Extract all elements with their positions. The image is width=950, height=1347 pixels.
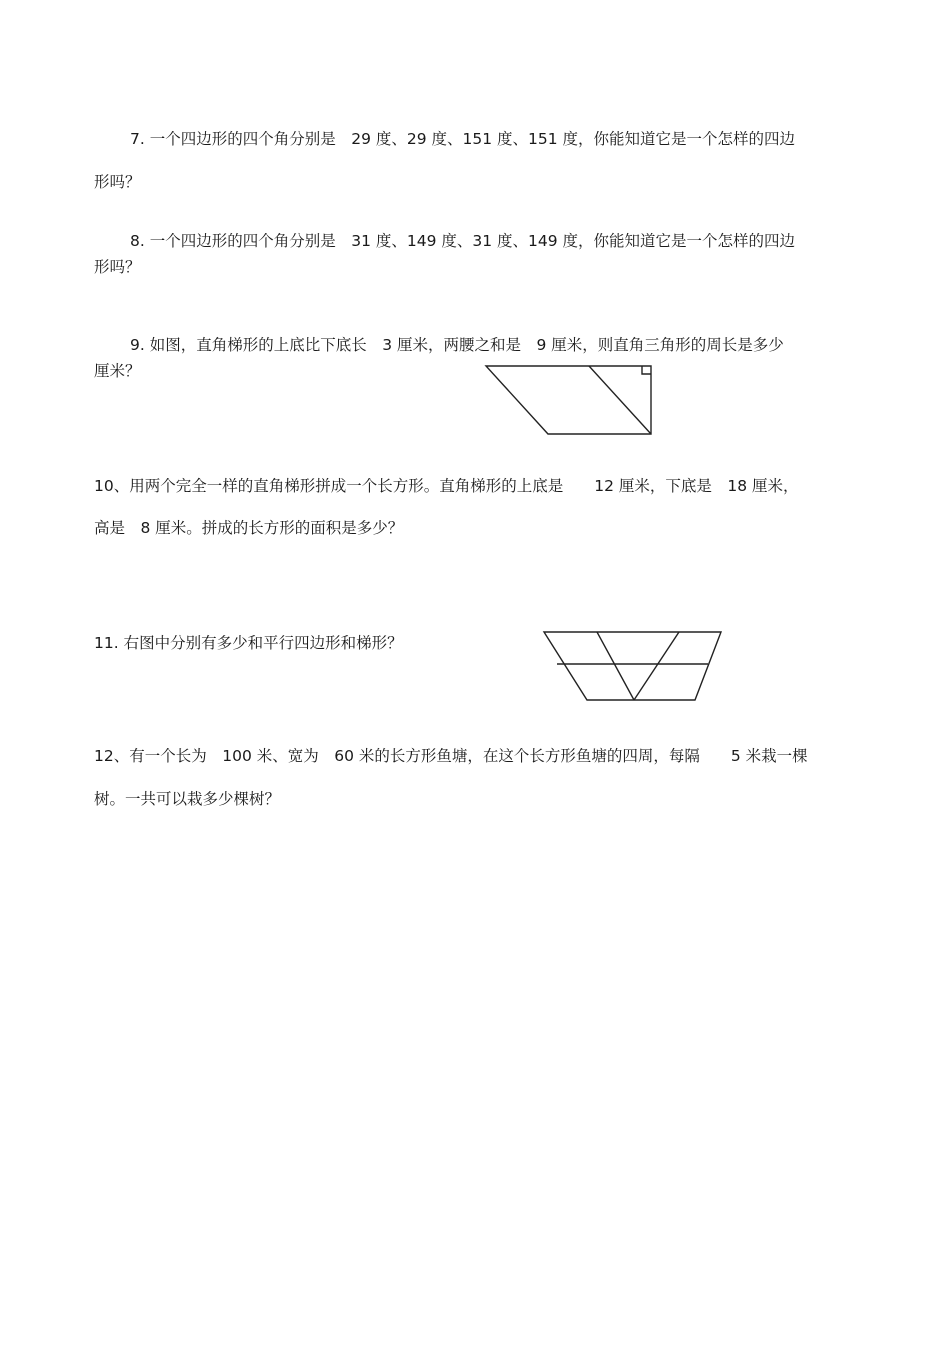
subdivided-trapezoid-figure	[538, 626, 728, 706]
q7-line1: 7. 一个四边形的四个角分别是 29 度、29 度、151 度、151 度，你能知道它是一个怎样的四边	[130, 130, 796, 148]
inner-diagonal	[589, 366, 651, 434]
q9-line2: 厘米？	[94, 362, 141, 380]
q8-line2: 形吗？	[94, 258, 141, 276]
right-trapezoid-figure	[480, 362, 660, 442]
q12-line2: 树。一共可以栽多少棵树？	[94, 790, 281, 808]
trapezoid-outline	[486, 366, 651, 434]
left-diagonal	[597, 632, 634, 700]
right-diagonal	[634, 632, 679, 700]
q7-line2: 形吗？	[94, 173, 141, 191]
q9-line1: 9. 如图，直角梯形的上底比下底长 3 厘米，两腰之和是 9 厘米，则直角三角形的周长是多少	[130, 336, 784, 354]
q10-line2: 高是 8 厘米。拼成的长方形的面积是多少？	[94, 519, 404, 537]
q10-line1: 10、用两个完全一样的直角梯形拼成一个长方形。直角梯形的上底是 12 厘米，下底是 18 厘米，	[94, 477, 799, 495]
q8-line1: 8. 一个四边形的四个角分别是 31 度、149 度、31 度、149 度，你能知道它是一个怎样的四边	[130, 232, 796, 250]
q12-line1: 12、有一个长为 100 米、宽为 60 米的长方形鱼塘，在这个长方形鱼塘的四周，每隔 5 米栽一棵	[94, 747, 808, 765]
right-angle-mark	[642, 366, 651, 374]
outer-trapezoid	[544, 632, 721, 700]
q11-line1: 11. 右图中分别有多少和平行四边形和梯形？	[94, 634, 403, 652]
